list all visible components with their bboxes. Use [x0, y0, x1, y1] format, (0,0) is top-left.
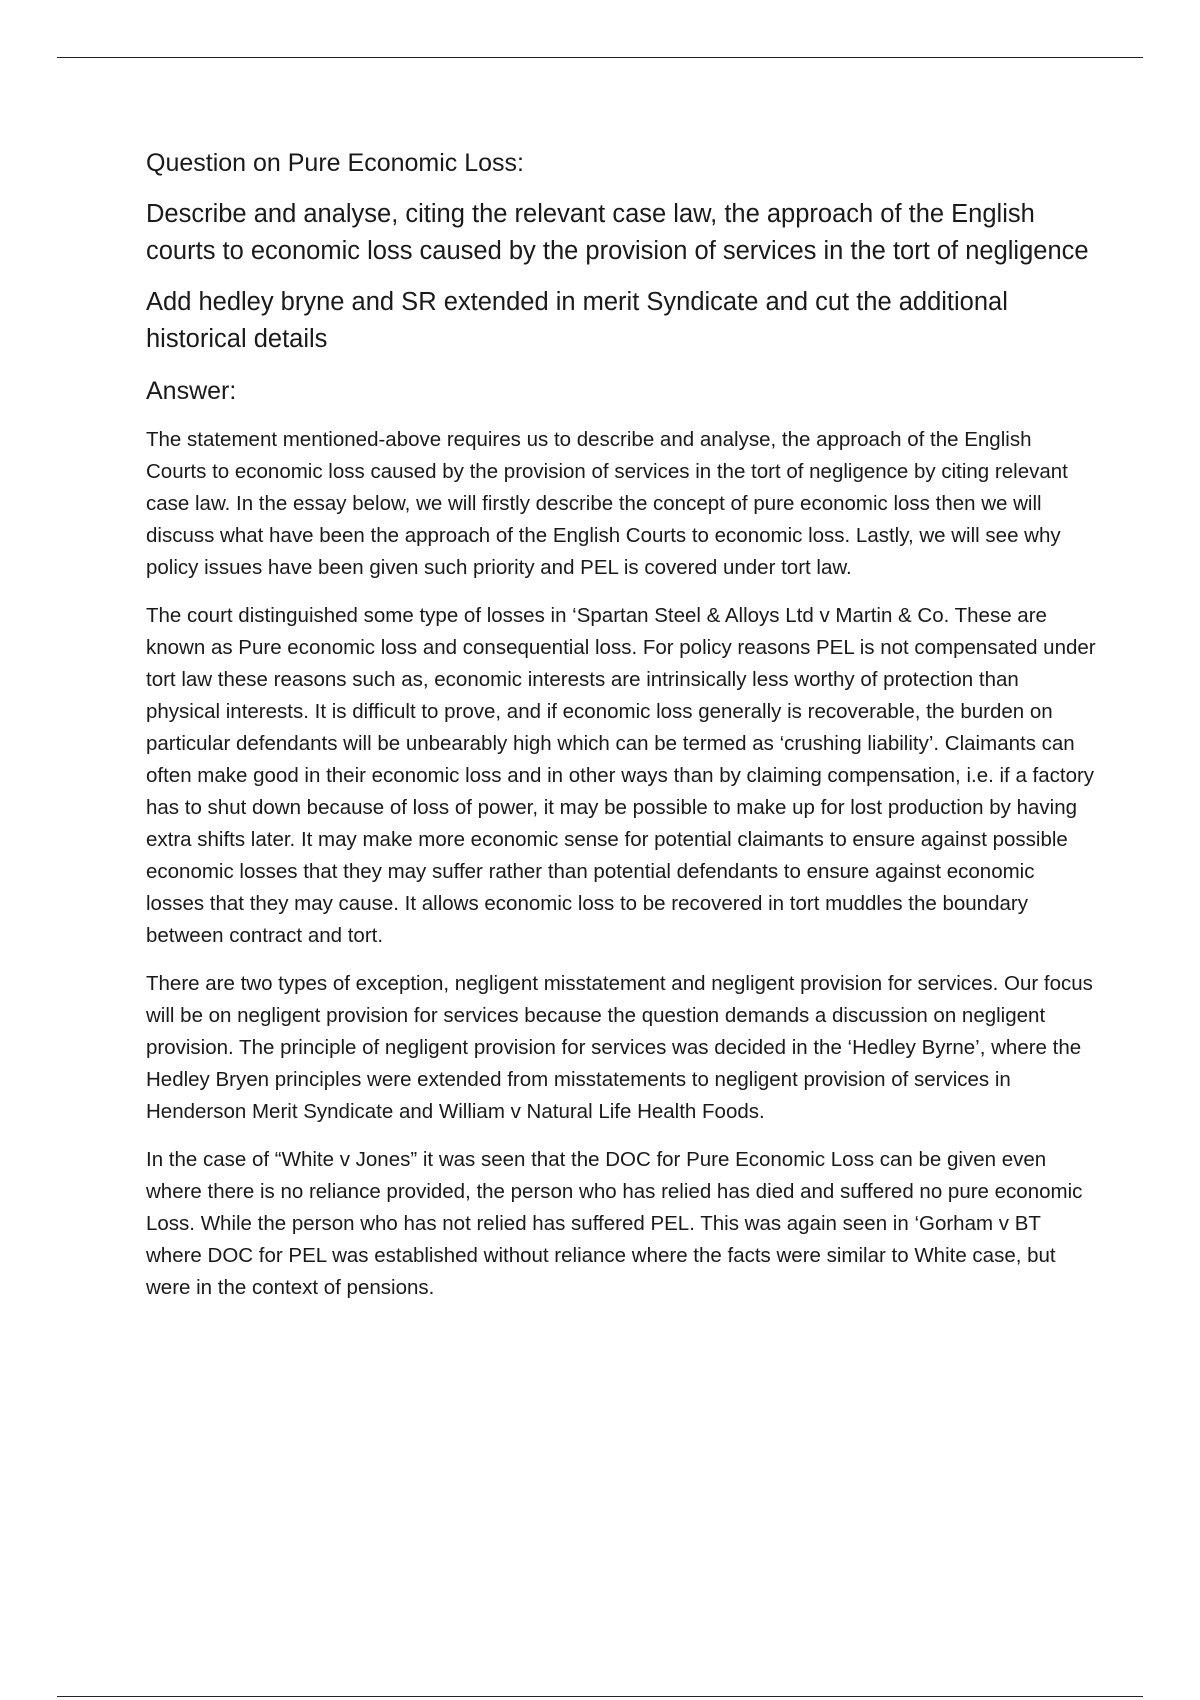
document-body: [146, 144, 1096, 1320]
question-text: Describe and analyse, citing the relevant case law, the approach of the English courts to economic loss caused by the provision of services in the tort of negligence: [146, 200, 1089, 265]
answer-paragraph-white-v-jones: In the case of “White v Jones” it was seen that the DOC for Pure Economic Loss can be given even where there is no reliance provided, the person who has relied has died and suffered no pure economic Loss. While the person who has not relied has suffered PEL. This was again seen in ‘Gorham v BT where DOC for PEL was established without reliance where the facts were similar to White case, but were in the context of pensions.: [146, 1148, 1083, 1299]
bottom-rule: [57, 1696, 1143, 1697]
answer-heading: Answer:: [146, 377, 237, 405]
question-heading: Question on Pure Economic Loss:: [146, 149, 524, 177]
answer-paragraph-intro: The statement mentioned-above requires us to describe and analyse, the approach of the English Courts to economic loss caused by the provision of services in the tort of negligence by citing relevant case law. In the essay below, we will firstly describe the concept of pure economic loss then we will discuss what have been the approach of the English Courts to economic loss. Lastly, we will see why policy issues have been given such priority and PEL is covered under tort law.: [146, 428, 1068, 579]
top-rule: [57, 57, 1143, 58]
answer-paragraph-exceptions: There are two types of exception, negligent misstatement and negligent provision for services. Our focus will be on negligent provision for services because the question demands a discussion on negligent provision. The principle of negligent provision for services was decided in the ‘Hedley Byrne’, where the Hedley Bryen principles were extended from misstatements to negligent provision of services in Henderson Merit Syndicate and William v Natural Life Health Foods.: [146, 972, 1093, 1123]
instruction-text: Add hedley bryne and SR extended in merit Syndicate and cut the additional historical details: [146, 288, 1008, 353]
answer-paragraph-spartan-steel: The court distinguished some type of losses in ‘Spartan Steel & Alloys Ltd v Martin & Co. These are known as Pure economic loss and consequential loss. For policy reasons PEL is not compensated under tort law these reasons such as, economic interests are intrinsically less worthy of protection than physical interests. It is difficult to prove, and if economic loss generally is recoverable, the burden on particular defendants will be unbearably high which can be termed as ‘crushing liability’. Claimants can often make good in their economic loss and in other ways than by claiming compensation, i.e. if a factory has to shut down because of loss of power, it may be possible to make up for lost production by having extra shifts later. It may make more economic sense for potential claimants to ensure against possible economic losses that they may suffer rather than potential defendants to ensure against economic losses that they may cause. It allows economic loss to be recovered in tort muddles the boundary between contract and tort.: [146, 604, 1096, 947]
